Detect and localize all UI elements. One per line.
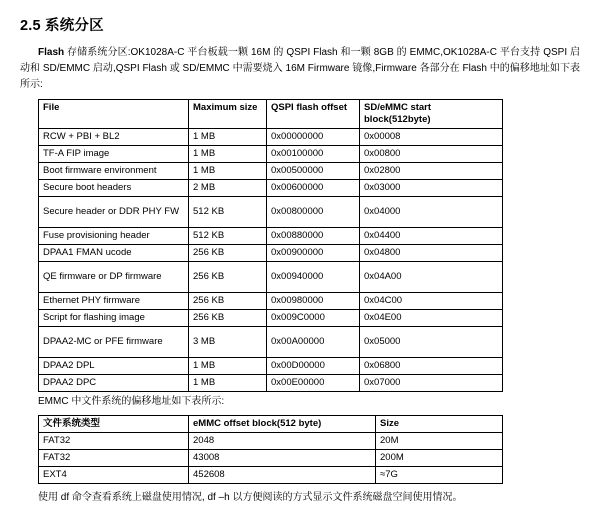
table-row [39,163,503,180]
cell-size: ≈7G [376,467,503,484]
table-row [39,245,503,262]
cell-offset: 0x00600000 [267,180,360,197]
section-title-text: 系统分区 [45,18,104,34]
cell-block: 0x06800 [360,358,503,375]
section-number: 2.5 [20,18,41,34]
cell-size: 1 MB [189,129,267,146]
cell-file: DPAA2-MC or PFE firmware [39,327,189,358]
cell-size: 256 KB [189,293,267,310]
intro-body: OK1028A-C 平台板载一颗 16M 的 QSPI Flash 和一颗 8GB 的 EMMC,OK1028A-C 平台支持 QSPI 启动和 SD/EMMC 启动,QSPI Flash 或 SD/EMMC 中需要烧入 16M Firmware 镜像,Firmware 各部分在 Flash 中的偏移地址如下表所示: [20,47,580,90]
column-header-qspi-offset: QSPI flash offset [267,100,360,129]
column-header-fs-type: 文件系统类型 [39,416,189,433]
cell-block: 0x03000 [360,180,503,197]
column-header-emmc-offset-block: eMMC offset block(512 byte) [189,416,376,433]
cell-offset: 0x00000000 [267,129,360,146]
table-row [39,327,503,358]
emmc-note: EMMC 中文件系统的偏移地址如下表所示: [38,396,225,407]
cell-file: Fuse provisioning header [39,228,189,245]
cell-block: 0x04C00 [360,293,503,310]
table-row [39,433,503,450]
cell-size: 3 MB [189,327,267,358]
cell-block: 0x00800 [360,146,503,163]
cell-size: 256 KB [189,245,267,262]
cell-offset: 0x00900000 [267,245,360,262]
cell-size: 2 MB [189,180,267,197]
cell-file: DPAA2 DPL [39,358,189,375]
cell-block: 0x04800 [360,245,503,262]
cell-offset: 0x00940000 [267,262,360,293]
cell-offset: 0x00980000 [267,293,360,310]
cell-size: 256 KB [189,262,267,293]
flash-partition-table [38,99,503,392]
cell-file: QE firmware or DP firmware [39,262,189,293]
cell-offset: 0x009C0000 [267,310,360,327]
cell-block: 0x04E00 [360,310,503,327]
cell-fs-type: FAT32 [39,433,189,450]
cell-block: 0x02800 [360,163,503,180]
cell-size: 1 MB [189,358,267,375]
column-header-sd-emmc-start-block: SD/eMMC start block(512byte) [360,100,503,129]
intro-paragraph [20,45,580,93]
cell-file: Boot firmware environment [39,163,189,180]
cell-file: Script for flashing image [39,310,189,327]
cell-offset-block: 452608 [189,467,376,484]
cell-block: 0x04A00 [360,262,503,293]
table-row [39,467,503,484]
cell-offset: 0x00A00000 [267,327,360,358]
table-row [39,129,503,146]
table-row [39,375,503,392]
column-header-file: File [39,100,189,129]
cell-size: 20M [376,433,503,450]
cell-block: 0x05000 [360,327,503,358]
intro-label: Flash [38,47,65,58]
cell-file: Ethernet PHY firmware [39,293,189,310]
cell-offset: 0x00100000 [267,146,360,163]
intro-rest: 存储系统分区: [64,47,131,58]
table-row [39,293,503,310]
table-header-row [39,416,503,433]
cell-offset: 0x00D00000 [267,358,360,375]
column-header-size: Size [376,416,503,433]
cell-offset-block: 43008 [189,450,376,467]
cell-block: 0x07000 [360,375,503,392]
cell-offset: 0x00500000 [267,163,360,180]
table-row [39,358,503,375]
table-row [39,180,503,197]
table-row [39,228,503,245]
table-row [39,197,503,228]
cell-size: 512 KB [189,197,267,228]
cell-size: 1 MB [189,375,267,392]
cell-file: DPAA1 FMAN ucode [39,245,189,262]
table-header-row [39,100,503,129]
cell-size: 200M [376,450,503,467]
cell-size: 1 MB [189,163,267,180]
cell-block: 0x04000 [360,197,503,228]
table-row [39,146,503,163]
cell-file: DPAA2 DPC [39,375,189,392]
table-row [39,262,503,293]
cell-file: Secure boot headers [39,180,189,197]
cell-file: Secure header or DDR PHY FW [39,197,189,228]
table-row [39,450,503,467]
table-row [39,310,503,327]
cell-block: 0x00008 [360,129,503,146]
cell-size: 512 KB [189,228,267,245]
cell-fs-type: FAT32 [39,450,189,467]
cell-offset: 0x00880000 [267,228,360,245]
column-header-max-size: Maximum size [189,100,267,129]
footer-note: 使用 df 命令查看系统上磁盘使用情况, df –h 以方便阅读的方式显示文件系统磁盘空间使用情况。 [38,492,463,503]
cell-fs-type: EXT4 [39,467,189,484]
cell-file: RCW + PBI + BL2 [39,129,189,146]
cell-offset: 0x00E00000 [267,375,360,392]
page-title [20,14,580,35]
cell-size: 256 KB [189,310,267,327]
cell-size: 1 MB [189,146,267,163]
cell-block: 0x04400 [360,228,503,245]
cell-offset-block: 2048 [189,433,376,450]
cell-offset: 0x00800000 [267,197,360,228]
cell-file: TF-A FIP image [39,146,189,163]
